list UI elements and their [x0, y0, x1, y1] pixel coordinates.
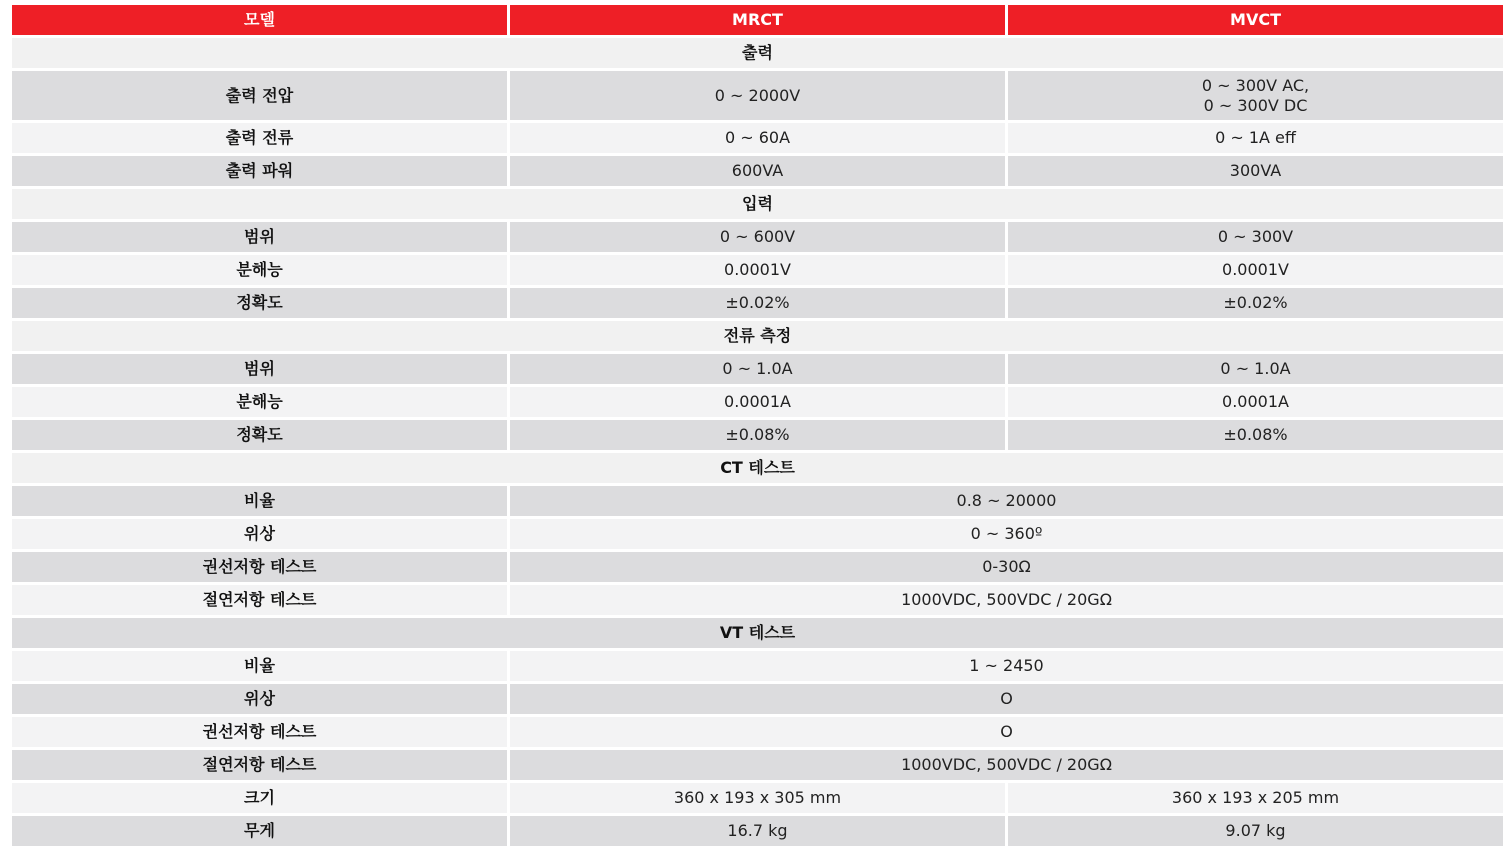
row-label: 무게 [12, 816, 507, 846]
row-label: 비율 [12, 486, 507, 516]
section-row-input [12, 189, 1503, 219]
section-row-output [12, 38, 1503, 68]
mvct-value-line: 0 ~ 300V AC, [1201, 75, 1310, 95]
mvct-value: 0 ~ 300V [1008, 222, 1503, 252]
shared-value: 0.8 ~ 20000 [510, 486, 1503, 516]
section-row-vt-test [12, 618, 1503, 648]
mvct-value: 0.0001A [1008, 387, 1503, 417]
row-label: 위상 [12, 684, 507, 714]
mvct-value: 300VA [1008, 156, 1503, 186]
section-title-current-measure: 전류 측정 [12, 321, 1503, 351]
mvct-value: 0.0001V [1008, 255, 1503, 285]
shared-value: 0 ~ 360º [510, 519, 1503, 549]
row-label: 분해능 [12, 387, 507, 417]
section-row-ct-test [12, 453, 1503, 483]
row-label: 크기 [12, 783, 507, 813]
shared-value: O [510, 684, 1503, 714]
table-row [12, 71, 1503, 120]
row-label: 비율 [12, 651, 507, 681]
table-row [12, 519, 1503, 549]
table-row [12, 651, 1503, 681]
mrct-value: 0.0001A [510, 387, 1005, 417]
table-row [12, 816, 1503, 846]
mvct-value [1008, 71, 1503, 120]
row-label: 권선저항 테스트 [12, 717, 507, 747]
mvct-value: 9.07 kg [1008, 816, 1503, 846]
mrct-value: 360 x 193 x 305 mm [510, 783, 1005, 813]
table-row [12, 783, 1503, 813]
mrct-value: 16.7 kg [510, 816, 1005, 846]
table-row [12, 123, 1503, 153]
row-label: 절연저항 테스트 [12, 750, 507, 780]
mrct-value: 0 ~ 600V [510, 222, 1005, 252]
table-row [12, 156, 1503, 186]
row-label: 권선저항 테스트 [12, 552, 507, 582]
shared-value: 0-30Ω [510, 552, 1503, 582]
table-row [12, 255, 1503, 285]
row-label: 위상 [12, 519, 507, 549]
mrct-value: 600VA [510, 156, 1005, 186]
shared-value: 1 ~ 2450 [510, 651, 1503, 681]
mrct-value: 0 ~ 2000V [510, 71, 1005, 120]
section-title-output: 출력 [12, 38, 1503, 68]
row-label: 출력 전압 [12, 71, 507, 120]
mvct-value-line: 0 ~ 300V DC [1203, 95, 1308, 115]
mvct-value: 0 ~ 1A eff [1008, 123, 1503, 153]
header-mrct: MRCT [510, 5, 1005, 35]
table-row [12, 717, 1503, 747]
table-row [12, 222, 1503, 252]
table-row [12, 288, 1503, 318]
spec-table [9, 2, 1506, 849]
row-label: 범위 [12, 222, 507, 252]
section-title-input: 입력 [12, 189, 1503, 219]
table-header-row [12, 5, 1503, 35]
row-label: 정확도 [12, 420, 507, 450]
row-label: 출력 파워 [12, 156, 507, 186]
mvct-value: 360 x 193 x 205 mm [1008, 783, 1503, 813]
header-mvct: MVCT [1008, 5, 1503, 35]
table-row [12, 420, 1503, 450]
mrct-value: ±0.08% [510, 420, 1005, 450]
row-label: 정확도 [12, 288, 507, 318]
mvct-value: ±0.08% [1008, 420, 1503, 450]
row-label: 범위 [12, 354, 507, 384]
shared-value: 1000VDC, 500VDC / 20GΩ [510, 585, 1503, 615]
section-row-current-measure [12, 321, 1503, 351]
mrct-value: ±0.02% [510, 288, 1005, 318]
row-label: 분해능 [12, 255, 507, 285]
shared-value: 1000VDC, 500VDC / 20GΩ [510, 750, 1503, 780]
mrct-value: 0 ~ 1.0A [510, 354, 1005, 384]
mrct-value: 0 ~ 60A [510, 123, 1005, 153]
table-row [12, 684, 1503, 714]
shared-value: O [510, 717, 1503, 747]
mvct-value: ±0.02% [1008, 288, 1503, 318]
mrct-value: 0.0001V [510, 255, 1005, 285]
table-row [12, 354, 1503, 384]
table-row [12, 750, 1503, 780]
table-row [12, 585, 1503, 615]
row-label: 출력 전류 [12, 123, 507, 153]
row-label: 절연저항 테스트 [12, 585, 507, 615]
section-title-ct-test: CT 테스트 [12, 453, 1503, 483]
mvct-value: 0 ~ 1.0A [1008, 354, 1503, 384]
table-row [12, 486, 1503, 516]
header-model: 모델 [12, 5, 507, 35]
table-row [12, 552, 1503, 582]
section-title-vt-test: VT 테스트 [12, 618, 1503, 648]
table-row [12, 387, 1503, 417]
